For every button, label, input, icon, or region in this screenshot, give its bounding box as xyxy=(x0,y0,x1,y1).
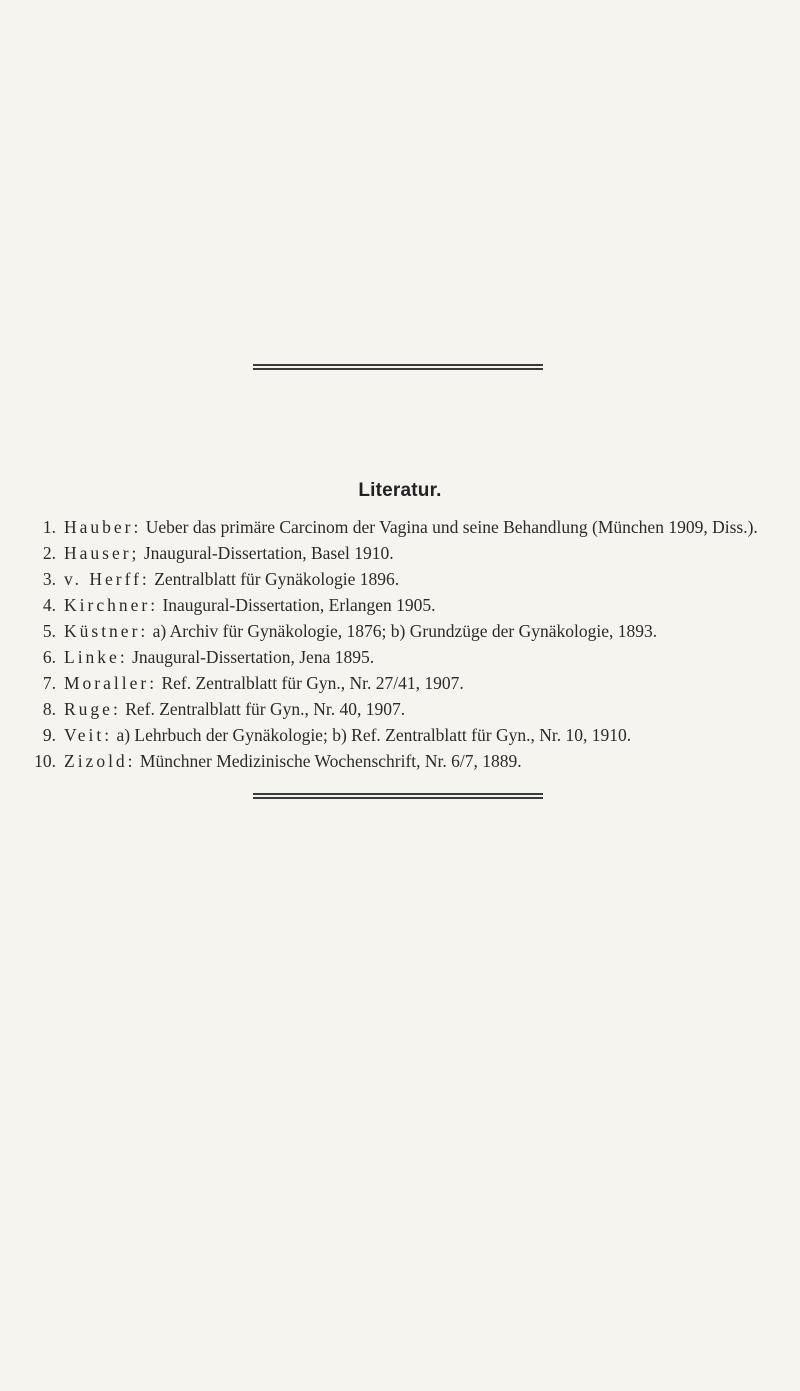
reference-number: 3. xyxy=(42,569,56,589)
reference-item xyxy=(30,568,785,591)
reference-author: v. Herff: xyxy=(64,569,150,589)
reference-item xyxy=(30,594,785,617)
reference-item xyxy=(30,698,785,721)
reference-number: 8. xyxy=(42,699,56,719)
reference-list xyxy=(30,516,785,776)
reference-citation: Ref. Zentralblatt für Gyn., Nr. 27/41, 1907. xyxy=(157,673,464,693)
page-title: Literatur. xyxy=(358,480,442,501)
reference-item xyxy=(30,620,785,643)
reference-author: Linke: xyxy=(64,647,128,667)
reference-number: 2. xyxy=(42,543,56,563)
reference-citation: Ref. Zentralblatt für Gyn., Nr. 40, 1907. xyxy=(120,699,406,719)
reference-item xyxy=(30,516,785,539)
reference-number: 7. xyxy=(42,673,56,693)
reference-number: 9. xyxy=(42,725,56,745)
reference-author: Hauser; xyxy=(64,543,140,563)
reference-number: 4. xyxy=(42,595,56,615)
reference-author: Ruge: xyxy=(64,699,121,719)
reference-author: Veit: xyxy=(64,725,113,745)
reference-citation: Jnaugural-Dissertation, Basel 1910. xyxy=(139,543,394,563)
reference-author: Küstner: xyxy=(64,621,149,641)
reference-item xyxy=(30,672,785,695)
reference-number: 1. xyxy=(42,517,56,537)
reference-item xyxy=(30,750,785,773)
reference-number: 10. xyxy=(34,751,56,771)
reference-citation: Jnaugural-Dissertation, Jena 1895. xyxy=(127,647,375,667)
reference-citation: a) Lehrbuch der Gynäkologie; b) Ref. Zentralblatt für Gyn., Nr. 10, 1910. xyxy=(112,725,632,745)
reference-citation: a) Archiv für Gynäkologie, 1876; b) Grundzüge der Gynäkologie, 1893. xyxy=(148,621,658,641)
bottom-double-rule xyxy=(253,793,543,799)
reference-author: Kirchner: xyxy=(64,595,159,615)
top-double-rule xyxy=(253,364,543,370)
reference-item xyxy=(30,646,785,669)
reference-author: Moraller: xyxy=(64,673,158,693)
reference-citation: Münchner Medizinische Wochenschrift, Nr. 6/7, 1889. xyxy=(135,751,522,771)
reference-number: 6. xyxy=(42,647,56,667)
reference-citation: Zentralblatt für Gynäkologie 1896. xyxy=(149,569,400,589)
reference-item xyxy=(30,542,785,565)
reference-author: Zizold: xyxy=(64,751,136,771)
reference-number: 5. xyxy=(42,621,56,641)
reference-citation: Ueber das primäre Carcinom der Vagina und seine Behandlung (München 1909, Diss.). xyxy=(141,517,758,537)
reference-item xyxy=(30,724,785,747)
reference-author: Hauber: xyxy=(64,517,142,537)
reference-citation: Inaugural-Dissertation, Erlangen 1905. xyxy=(158,595,436,615)
